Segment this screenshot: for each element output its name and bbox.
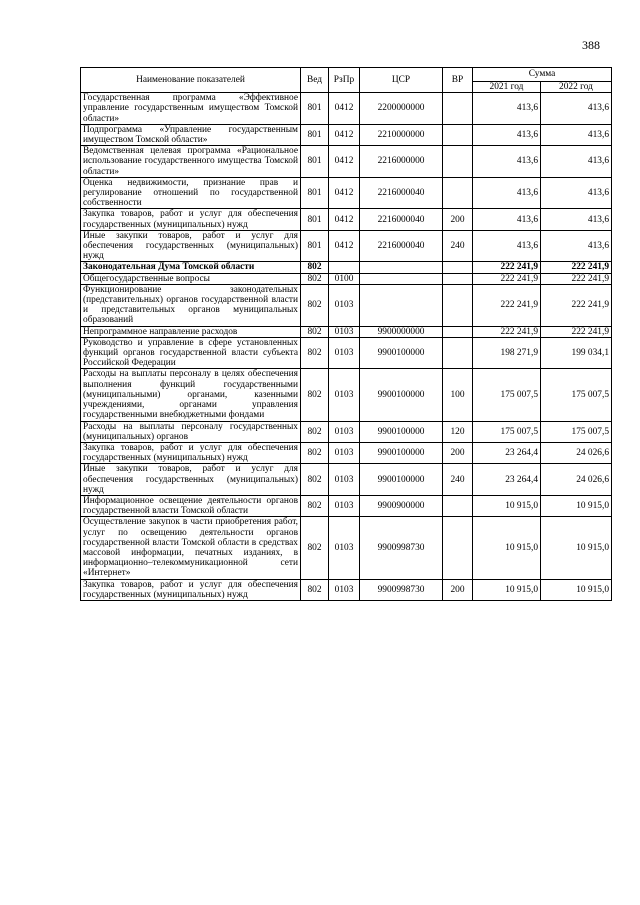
- cell-2021: 175 007,5: [473, 421, 541, 442]
- cell-name: Расходы на выплаты персоналу в целях обеспечения выполнения функций государственными (муниципальными) органами, казенными учреждениями, органами управления государственными внебюджетными фондами: [81, 369, 301, 421]
- cell-name: Законодательная Дума Томской области: [81, 262, 301, 273]
- cell-csr: 9900900000: [360, 495, 443, 516]
- page-number: 388: [582, 38, 600, 52]
- cell-vr: [443, 262, 473, 273]
- cell-rzpr: 0103: [329, 579, 360, 600]
- cell-2022: 222 241,9: [541, 284, 612, 326]
- cell-name: Расходы на выплаты персоналу государственных (муниципальных) органов: [81, 421, 301, 442]
- cell-name: Ведомственная целевая программа «Рациональное использование государственного имущества Томской области»: [81, 146, 301, 178]
- header-csr: ЦСР: [360, 68, 443, 93]
- table-row: [81, 517, 612, 579]
- cell-rzpr: 0412: [329, 93, 360, 125]
- cell-2022: 24 026,6: [541, 464, 612, 496]
- cell-rzpr: 0412: [329, 230, 360, 262]
- cell-2021: 198 271,9: [473, 337, 541, 369]
- cell-rzpr: 0412: [329, 177, 360, 209]
- cell-ved: 802: [301, 369, 329, 421]
- cell-ved: 802: [301, 262, 329, 273]
- cell-2021: 413,6: [473, 177, 541, 209]
- table-row: [81, 326, 612, 337]
- cell-name: Руководство и управление в сфере установленных функций органов государственной власти субъекта Российской Федерации: [81, 337, 301, 369]
- cell-2022: 413,6: [541, 177, 612, 209]
- cell-2022: 222 241,9: [541, 273, 612, 284]
- cell-ved: 802: [301, 442, 329, 463]
- cell-vr: [443, 177, 473, 209]
- cell-name: Закупка товаров, работ и услуг для обеспечения государственных (муниципальных) нужд: [81, 442, 301, 463]
- cell-csr: 9900100000: [360, 337, 443, 369]
- cell-2021: 413,6: [473, 230, 541, 262]
- cell-rzpr: 0103: [329, 495, 360, 516]
- cell-ved: 801: [301, 93, 329, 125]
- cell-csr: [360, 262, 443, 273]
- cell-2022: 413,6: [541, 124, 612, 145]
- cell-name: Подпрограмма «Управление государственным имуществом Томской области»: [81, 124, 301, 145]
- cell-rzpr: 0412: [329, 209, 360, 230]
- cell-rzpr: 0103: [329, 284, 360, 326]
- cell-vr: [443, 124, 473, 145]
- cell-csr: 9900998730: [360, 579, 443, 600]
- cell-rzpr: 0103: [329, 464, 360, 496]
- cell-name: Функционирование законодательных (представительных) органов государственной власти и представительных органов муниципальных образований: [81, 284, 301, 326]
- cell-2021: 23 264,4: [473, 464, 541, 496]
- table-row: [81, 209, 612, 230]
- cell-2021: 10 915,0: [473, 517, 541, 579]
- cell-vr: [443, 273, 473, 284]
- cell-vr: 240: [443, 230, 473, 262]
- cell-ved: 802: [301, 326, 329, 337]
- cell-csr: 9900100000: [360, 442, 443, 463]
- cell-csr: 2210000000: [360, 124, 443, 145]
- cell-ved: 801: [301, 146, 329, 178]
- cell-2021: 10 915,0: [473, 579, 541, 600]
- header-year-2021: 2021 год: [473, 82, 541, 93]
- cell-2021: 413,6: [473, 93, 541, 125]
- cell-2021: 23 264,4: [473, 442, 541, 463]
- cell-name: Информационное освещение деятельности органов государственной власти Томской области: [81, 495, 301, 516]
- table-row: [81, 579, 612, 600]
- cell-vr: 200: [443, 209, 473, 230]
- cell-2021: 175 007,5: [473, 369, 541, 421]
- cell-2022: 222 241,9: [541, 262, 612, 273]
- cell-csr: 2216000000: [360, 146, 443, 178]
- cell-name: Осуществление закупок в части приобретения работ, услуг по освещению деятельности органов государственной власти Томской области в средствах массовой информации, печатных изданиях, в информационно–телекоммуникационной сети «Интернет»: [81, 517, 301, 579]
- cell-name: Непрограммное направление расходов: [81, 326, 301, 337]
- cell-rzpr: 0103: [329, 517, 360, 579]
- cell-2022: 413,6: [541, 146, 612, 178]
- cell-csr: 2216000040: [360, 177, 443, 209]
- table-header: [81, 68, 612, 93]
- cell-vr: 200: [443, 579, 473, 600]
- cell-name: Закупка товаров, работ и услуг для обеспечения государственных (муниципальных) нужд: [81, 579, 301, 600]
- header-sum: Сумма: [473, 68, 612, 82]
- cell-vr: [443, 326, 473, 337]
- cell-rzpr: 0103: [329, 326, 360, 337]
- header-ved: Вед: [301, 68, 329, 93]
- cell-2022: 222 241,9: [541, 326, 612, 337]
- cell-vr: [443, 337, 473, 369]
- cell-csr: 9900100000: [360, 464, 443, 496]
- header-year-2022: 2022 год: [541, 82, 612, 93]
- cell-rzpr: 0103: [329, 337, 360, 369]
- cell-vr: 200: [443, 442, 473, 463]
- table-row: [81, 124, 612, 145]
- cell-2022: 175 007,5: [541, 421, 612, 442]
- header-name: Наименование показателей: [81, 68, 301, 93]
- cell-2022: 413,6: [541, 209, 612, 230]
- cell-rzpr: [329, 262, 360, 273]
- cell-rzpr: 0100: [329, 273, 360, 284]
- cell-2021: 222 241,9: [473, 284, 541, 326]
- cell-2022: 24 026,6: [541, 442, 612, 463]
- cell-vr: 120: [443, 421, 473, 442]
- table-row: [81, 177, 612, 209]
- cell-csr: 9900998730: [360, 517, 443, 579]
- cell-2021: 222 241,9: [473, 262, 541, 273]
- cell-ved: 801: [301, 230, 329, 262]
- cell-2022: 413,6: [541, 93, 612, 125]
- table-row: [81, 369, 612, 421]
- cell-rzpr: 0103: [329, 421, 360, 442]
- cell-name: Государственная программа «Эффективное управление государственным имуществом Томской области»: [81, 93, 301, 125]
- header-vr: ВР: [443, 68, 473, 93]
- cell-ved: 802: [301, 421, 329, 442]
- cell-rzpr: 0412: [329, 124, 360, 145]
- cell-rzpr: 0103: [329, 369, 360, 421]
- cell-name: Иные закупки товаров, работ и услуг для обеспечения государственных (муниципальных) нужд: [81, 464, 301, 496]
- cell-2021: 222 241,9: [473, 326, 541, 337]
- table-row: [81, 495, 612, 516]
- cell-2022: 10 915,0: [541, 517, 612, 579]
- cell-2021: 413,6: [473, 146, 541, 178]
- table-row: [81, 273, 612, 284]
- cell-csr: 2216000040: [360, 230, 443, 262]
- cell-ved: 802: [301, 464, 329, 496]
- cell-vr: [443, 93, 473, 125]
- budget-table: [80, 67, 612, 601]
- cell-name: Закупка товаров, работ и услуг для обеспечения государственных (муниципальных) нужд: [81, 209, 301, 230]
- cell-csr: [360, 273, 443, 284]
- cell-2022: 199 034,1: [541, 337, 612, 369]
- cell-csr: 2200000000: [360, 93, 443, 125]
- cell-vr: [443, 517, 473, 579]
- table-row: [81, 146, 612, 178]
- cell-ved: 802: [301, 284, 329, 326]
- table-row: [81, 464, 612, 496]
- cell-2022: 175 007,5: [541, 369, 612, 421]
- cell-ved: 802: [301, 495, 329, 516]
- cell-name: Иные закупки товаров, работ и услуг для обеспечения государственных (муниципальных) нужд: [81, 230, 301, 262]
- cell-csr: 9900100000: [360, 421, 443, 442]
- table-row: [81, 421, 612, 442]
- table-body: [81, 93, 612, 601]
- cell-name: Общегосударственные вопросы: [81, 273, 301, 284]
- cell-vr: 100: [443, 369, 473, 421]
- cell-ved: 801: [301, 209, 329, 230]
- cell-2021: 413,6: [473, 209, 541, 230]
- cell-csr: 9900100000: [360, 369, 443, 421]
- cell-2021: 222 241,9: [473, 273, 541, 284]
- table-row: [81, 230, 612, 262]
- cell-ved: 802: [301, 273, 329, 284]
- cell-csr: [360, 284, 443, 326]
- cell-2021: 413,6: [473, 124, 541, 145]
- table-row: [81, 262, 612, 273]
- table-row: [81, 93, 612, 125]
- cell-2021: 10 915,0: [473, 495, 541, 516]
- cell-2022: 10 915,0: [541, 495, 612, 516]
- cell-2022: 10 915,0: [541, 579, 612, 600]
- cell-vr: [443, 146, 473, 178]
- cell-csr: 9900000000: [360, 326, 443, 337]
- cell-ved: 801: [301, 124, 329, 145]
- cell-vr: 240: [443, 464, 473, 496]
- header-rzpr: РзПр: [329, 68, 360, 93]
- cell-name: Оценка недвижимости, признание прав и регулирование отношений по государственной собственности: [81, 177, 301, 209]
- cell-ved: 802: [301, 579, 329, 600]
- cell-rzpr: 0412: [329, 146, 360, 178]
- cell-csr: 2216000040: [360, 209, 443, 230]
- cell-vr: [443, 495, 473, 516]
- table-row: [81, 284, 612, 326]
- cell-ved: 802: [301, 337, 329, 369]
- table-row: [81, 442, 612, 463]
- cell-ved: 801: [301, 177, 329, 209]
- cell-ved: 802: [301, 517, 329, 579]
- cell-rzpr: 0103: [329, 442, 360, 463]
- cell-vr: [443, 284, 473, 326]
- cell-2022: 413,6: [541, 230, 612, 262]
- table-row: [81, 337, 612, 369]
